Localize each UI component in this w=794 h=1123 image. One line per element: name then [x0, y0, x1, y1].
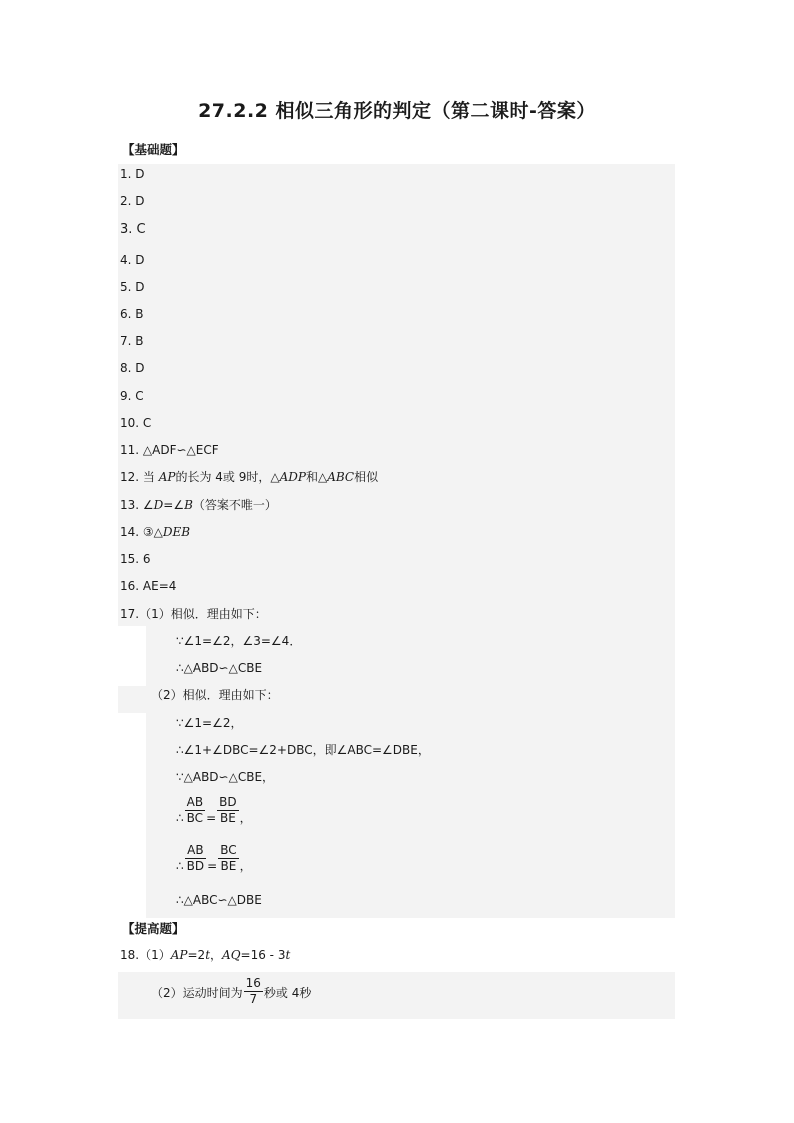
- answer-18-m2: ，: [210, 948, 223, 962]
- answer-18-var-ap: AP: [170, 948, 188, 962]
- answer-17-fraction-line1: [176, 795, 252, 826]
- answer-17-part2-heading: （2）相似．理由如下：: [151, 688, 279, 702]
- answer-3: 3. C: [120, 222, 146, 237]
- answer-12-mid2: 和△: [305, 470, 328, 484]
- answer-13-var-d: D: [153, 498, 164, 512]
- answer-16: 16. AE=4: [120, 579, 177, 593]
- answer-13-mid: =∠: [163, 498, 185, 512]
- answer-18-p2-prefix: （2）运动时间为: [151, 986, 243, 1000]
- answer-11: 11. △ADF∽△ECF: [120, 443, 219, 457]
- answer-14-prefix: 14. ③△: [120, 525, 163, 539]
- answer-7: 7. B: [120, 334, 144, 348]
- answer-9: 9. C: [120, 389, 144, 403]
- section-basic-heading: 【基础题】: [122, 142, 185, 157]
- answer-17-part1-line2: ∴△ABD∽△CBE: [176, 661, 263, 675]
- frac2-tail: ，: [239, 859, 252, 873]
- answer-18-part2: [151, 976, 311, 1007]
- answer-17-part1-line1: ∵∠1=∠2，∠3=∠4．: [176, 634, 302, 648]
- answer-17-part1-heading: 17.（1）相似．理由如下：: [120, 607, 267, 621]
- frac2-lead: ∴: [176, 859, 184, 873]
- frac2-left-num: AB: [185, 843, 206, 859]
- frac2-right: [218, 843, 238, 874]
- answer-12-prefix: 12. 当: [120, 470, 159, 484]
- answer-12-var-ap: AP: [158, 470, 176, 484]
- answer-13-var-b: B: [184, 498, 193, 512]
- frac1-left-num: AB: [186, 795, 204, 809]
- answer-17-part2-line1: ∵∠1=∠2，: [176, 716, 243, 730]
- answer-12-mid: 的长为 4或 9时，△: [175, 470, 280, 484]
- frac2-eq: =: [207, 859, 218, 873]
- answer-12-suffix: 相似: [354, 470, 379, 484]
- answer-18-var-aq: AQ: [222, 948, 241, 962]
- answer-13: [120, 497, 277, 513]
- answer-18-prefix: 18.（1）: [120, 948, 171, 962]
- answer-18-m1: =2: [187, 948, 206, 962]
- answer-14: [120, 524, 190, 540]
- answer-17-part2-line2: ∴∠1+∠DBC=∠2+DBC，即∠ABC=∠DBE，: [176, 743, 430, 757]
- answer-15: 15. 6: [120, 552, 151, 566]
- answers-band-top: [118, 164, 675, 626]
- answer-17-fraction-line2: [176, 843, 252, 874]
- answer-2: 2. D: [120, 194, 145, 208]
- answer-4: 4. D: [120, 253, 145, 267]
- answer-17-part2-conclusion: ∴△ABC∽△DBE: [176, 893, 262, 907]
- answer-10: 10. C: [120, 416, 152, 430]
- frac1-eq: =: [206, 811, 217, 825]
- frac2-right-num: BC: [220, 843, 237, 857]
- answer-18-time-fraction: [244, 976, 263, 1007]
- answer-18-var-t1: t: [205, 948, 211, 962]
- answer-18-time-num: 16: [245, 976, 261, 990]
- page-title: 27.2.2 相似三角形的判定（第二课时-答案）: [198, 100, 596, 122]
- frac1-lead: ∴: [176, 811, 184, 825]
- answer-12: [120, 469, 378, 485]
- answer-18-var-t2: t: [285, 948, 291, 962]
- answer-1: 1. D: [120, 167, 145, 181]
- answer-18-time-den: 7: [249, 992, 258, 1006]
- answer-18-m3: =16 - 3: [240, 948, 286, 962]
- frac1-right-den: BE: [219, 811, 236, 825]
- answer-18-part1: [120, 947, 290, 963]
- answer-14-var-deb: DEB: [162, 525, 191, 539]
- frac2-left: [185, 843, 206, 874]
- frac2-left-den: BD: [186, 859, 205, 873]
- frac1-left: [185, 795, 205, 826]
- answer-5: 5. D: [120, 280, 145, 294]
- answer-6: 6. B: [120, 307, 144, 321]
- frac1-tail: ，: [239, 811, 252, 825]
- answer-17-part2-line3: ∵△ABD∽△CBE，: [176, 770, 275, 784]
- answer-8: 8. D: [120, 361, 145, 375]
- answer-13-suffix: （答案不唯一）: [192, 498, 277, 512]
- answer-13-prefix: 13. ∠: [120, 498, 154, 512]
- section-advanced-heading: 【提高题】: [122, 921, 185, 936]
- answer-12-var-abc: ABC: [327, 470, 355, 484]
- answer-12-var-adp: ADP: [279, 470, 306, 484]
- answer-18-p2-suffix: 秒或 4秒: [263, 986, 312, 1000]
- frac1-left-den: BC: [186, 811, 204, 825]
- frac1-right-num: BD: [219, 795, 237, 809]
- frac1-right: [217, 795, 238, 826]
- frac2-right-den: BE: [220, 859, 237, 873]
